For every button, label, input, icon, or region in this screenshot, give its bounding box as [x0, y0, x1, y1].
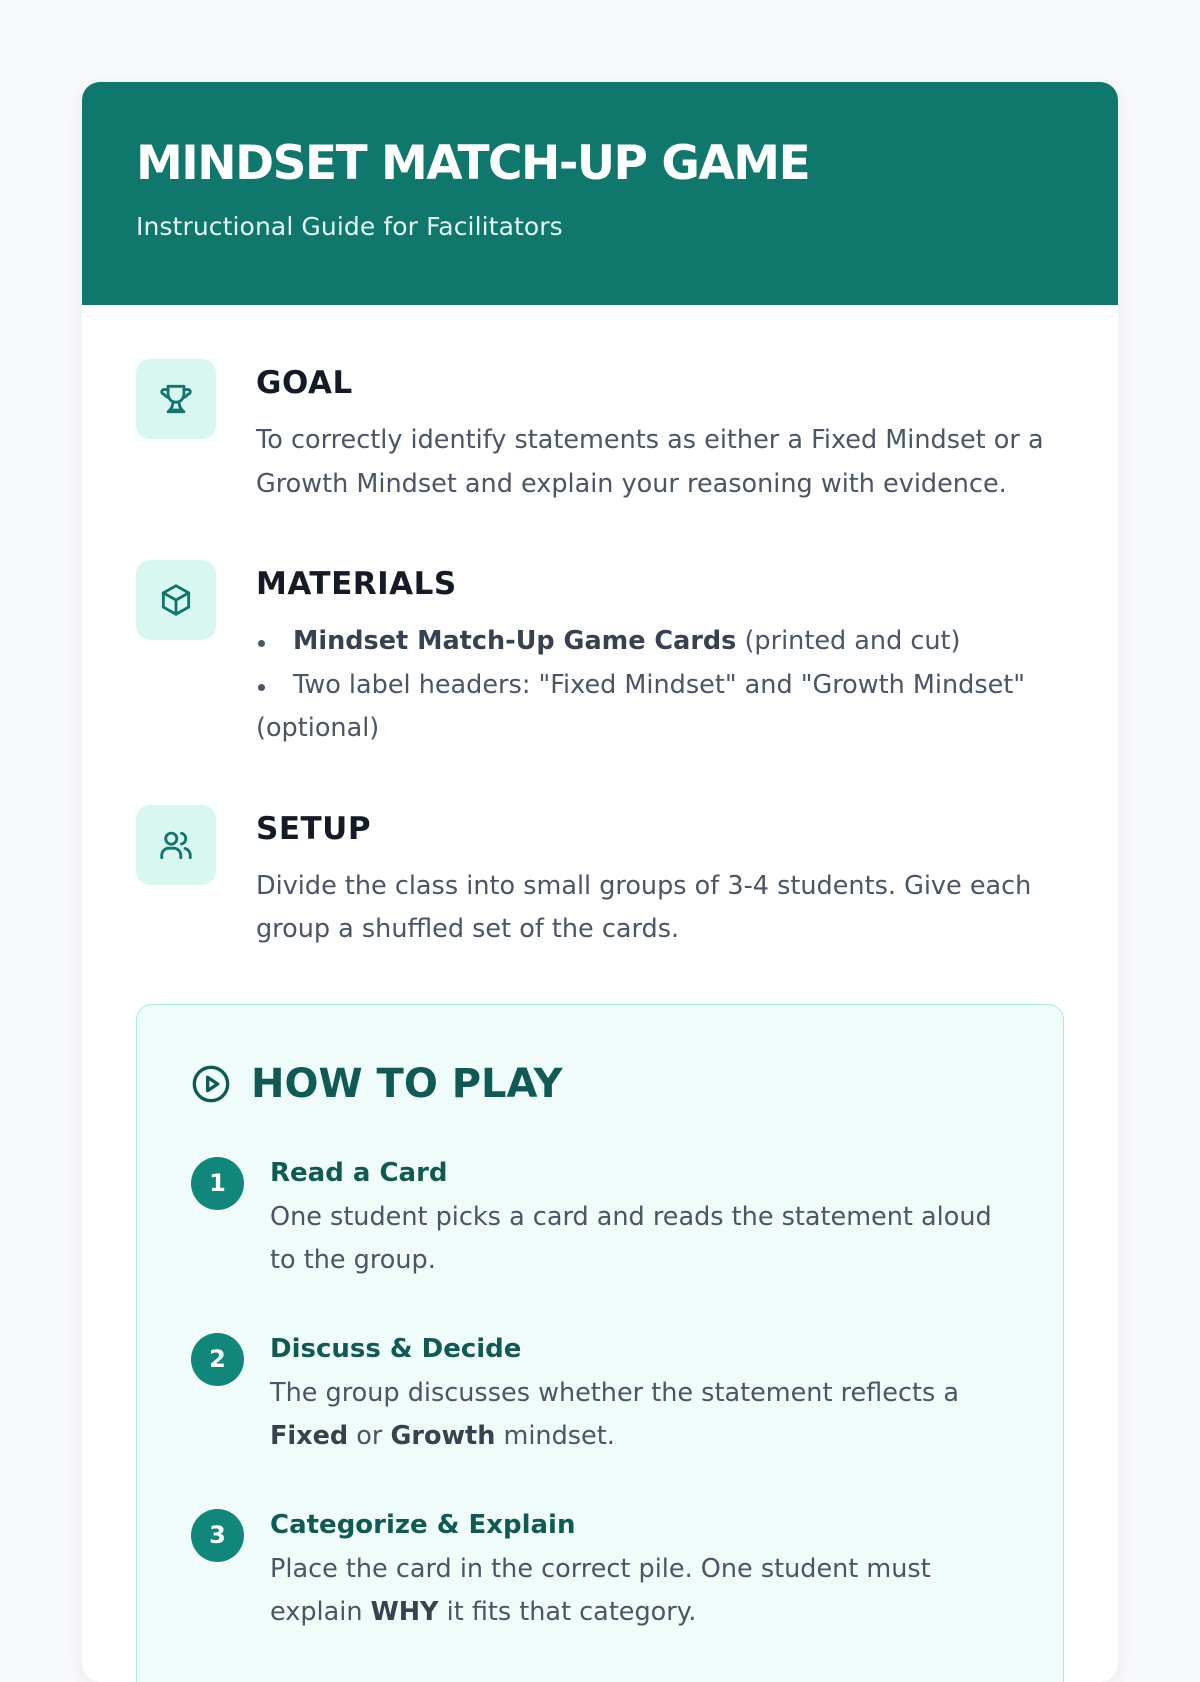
materials-item-cards-bold: Mindset Match-Up Game Cards	[293, 626, 736, 656]
how-to-play-title: HOW TO PLAY	[251, 1061, 563, 1107]
step-content	[270, 1505, 1009, 1635]
step-text	[270, 1372, 1009, 1459]
header	[82, 82, 1118, 305]
step-text-bold: Growth	[390, 1421, 495, 1451]
play-circle-icon	[191, 1064, 231, 1104]
materials-item-cards-rest: (printed and cut)	[736, 626, 960, 656]
materials-title: MATERIALS	[256, 564, 1064, 604]
step-number-badge: 1	[191, 1157, 244, 1210]
guide-body	[82, 305, 1118, 1682]
step-content	[270, 1153, 1009, 1283]
materials-content	[256, 560, 1064, 751]
how-to-play-panel	[136, 1004, 1064, 1682]
step-item	[191, 1505, 1009, 1635]
setup-text: Divide the class into small groups of 3-4 students. Give each group a shuffled set of the cards.	[256, 865, 1064, 952]
step-text-part: it fits that category.	[439, 1597, 697, 1627]
step-text-part: The group discusses whether the statement reflects a	[270, 1378, 959, 1408]
setup-section	[136, 805, 1064, 952]
page-subtitle: Instructional Guide for Facilitators	[136, 212, 1064, 241]
goal-section	[136, 359, 1064, 506]
materials-item-cards	[256, 620, 1064, 664]
materials-icon-box	[136, 560, 216, 640]
step-title: Discuss & Decide	[270, 1329, 1009, 1369]
goal-icon-box	[136, 359, 216, 439]
page-title: MINDSET MATCH-UP GAME	[136, 138, 1064, 190]
step-text: One student picks a card and reads the statement aloud to the group.	[270, 1196, 1009, 1283]
step-title: Categorize & Explain	[270, 1505, 1009, 1545]
step-content	[270, 1329, 1009, 1459]
step-number-badge: 2	[191, 1333, 244, 1386]
box-icon	[157, 581, 195, 619]
goal-title: GOAL	[256, 363, 1064, 403]
goal-text: To correctly identify statements as either a Fixed Mindset or a Growth Mindset and explain your reasoning with evidence.	[256, 419, 1064, 506]
users-icon	[157, 826, 195, 864]
step-text-part: or	[348, 1421, 390, 1451]
materials-list	[256, 620, 1064, 751]
goal-content	[256, 359, 1064, 506]
step-text-bold: WHY	[371, 1597, 439, 1627]
setup-content	[256, 805, 1064, 952]
step-item	[191, 1329, 1009, 1459]
materials-section	[136, 560, 1064, 751]
materials-item-headers: Two label headers: "Fixed Mindset" and "Growth Mindset" (optional)	[256, 664, 1064, 751]
trophy-icon	[157, 380, 195, 418]
setup-title: SETUP	[256, 809, 1064, 849]
setup-icon-box	[136, 805, 216, 885]
step-text-bold: Fixed	[270, 1421, 348, 1451]
guide-card	[82, 82, 1118, 1682]
step-text-part: Place the card in the correct pile. One student must explain	[270, 1554, 931, 1628]
step-item	[191, 1153, 1009, 1283]
step-number-badge: 3	[191, 1509, 244, 1562]
step-text	[270, 1548, 1009, 1635]
step-title: Read a Card	[270, 1153, 1009, 1193]
how-to-play-header	[191, 1061, 1009, 1107]
step-text-part: mindset.	[495, 1421, 614, 1451]
